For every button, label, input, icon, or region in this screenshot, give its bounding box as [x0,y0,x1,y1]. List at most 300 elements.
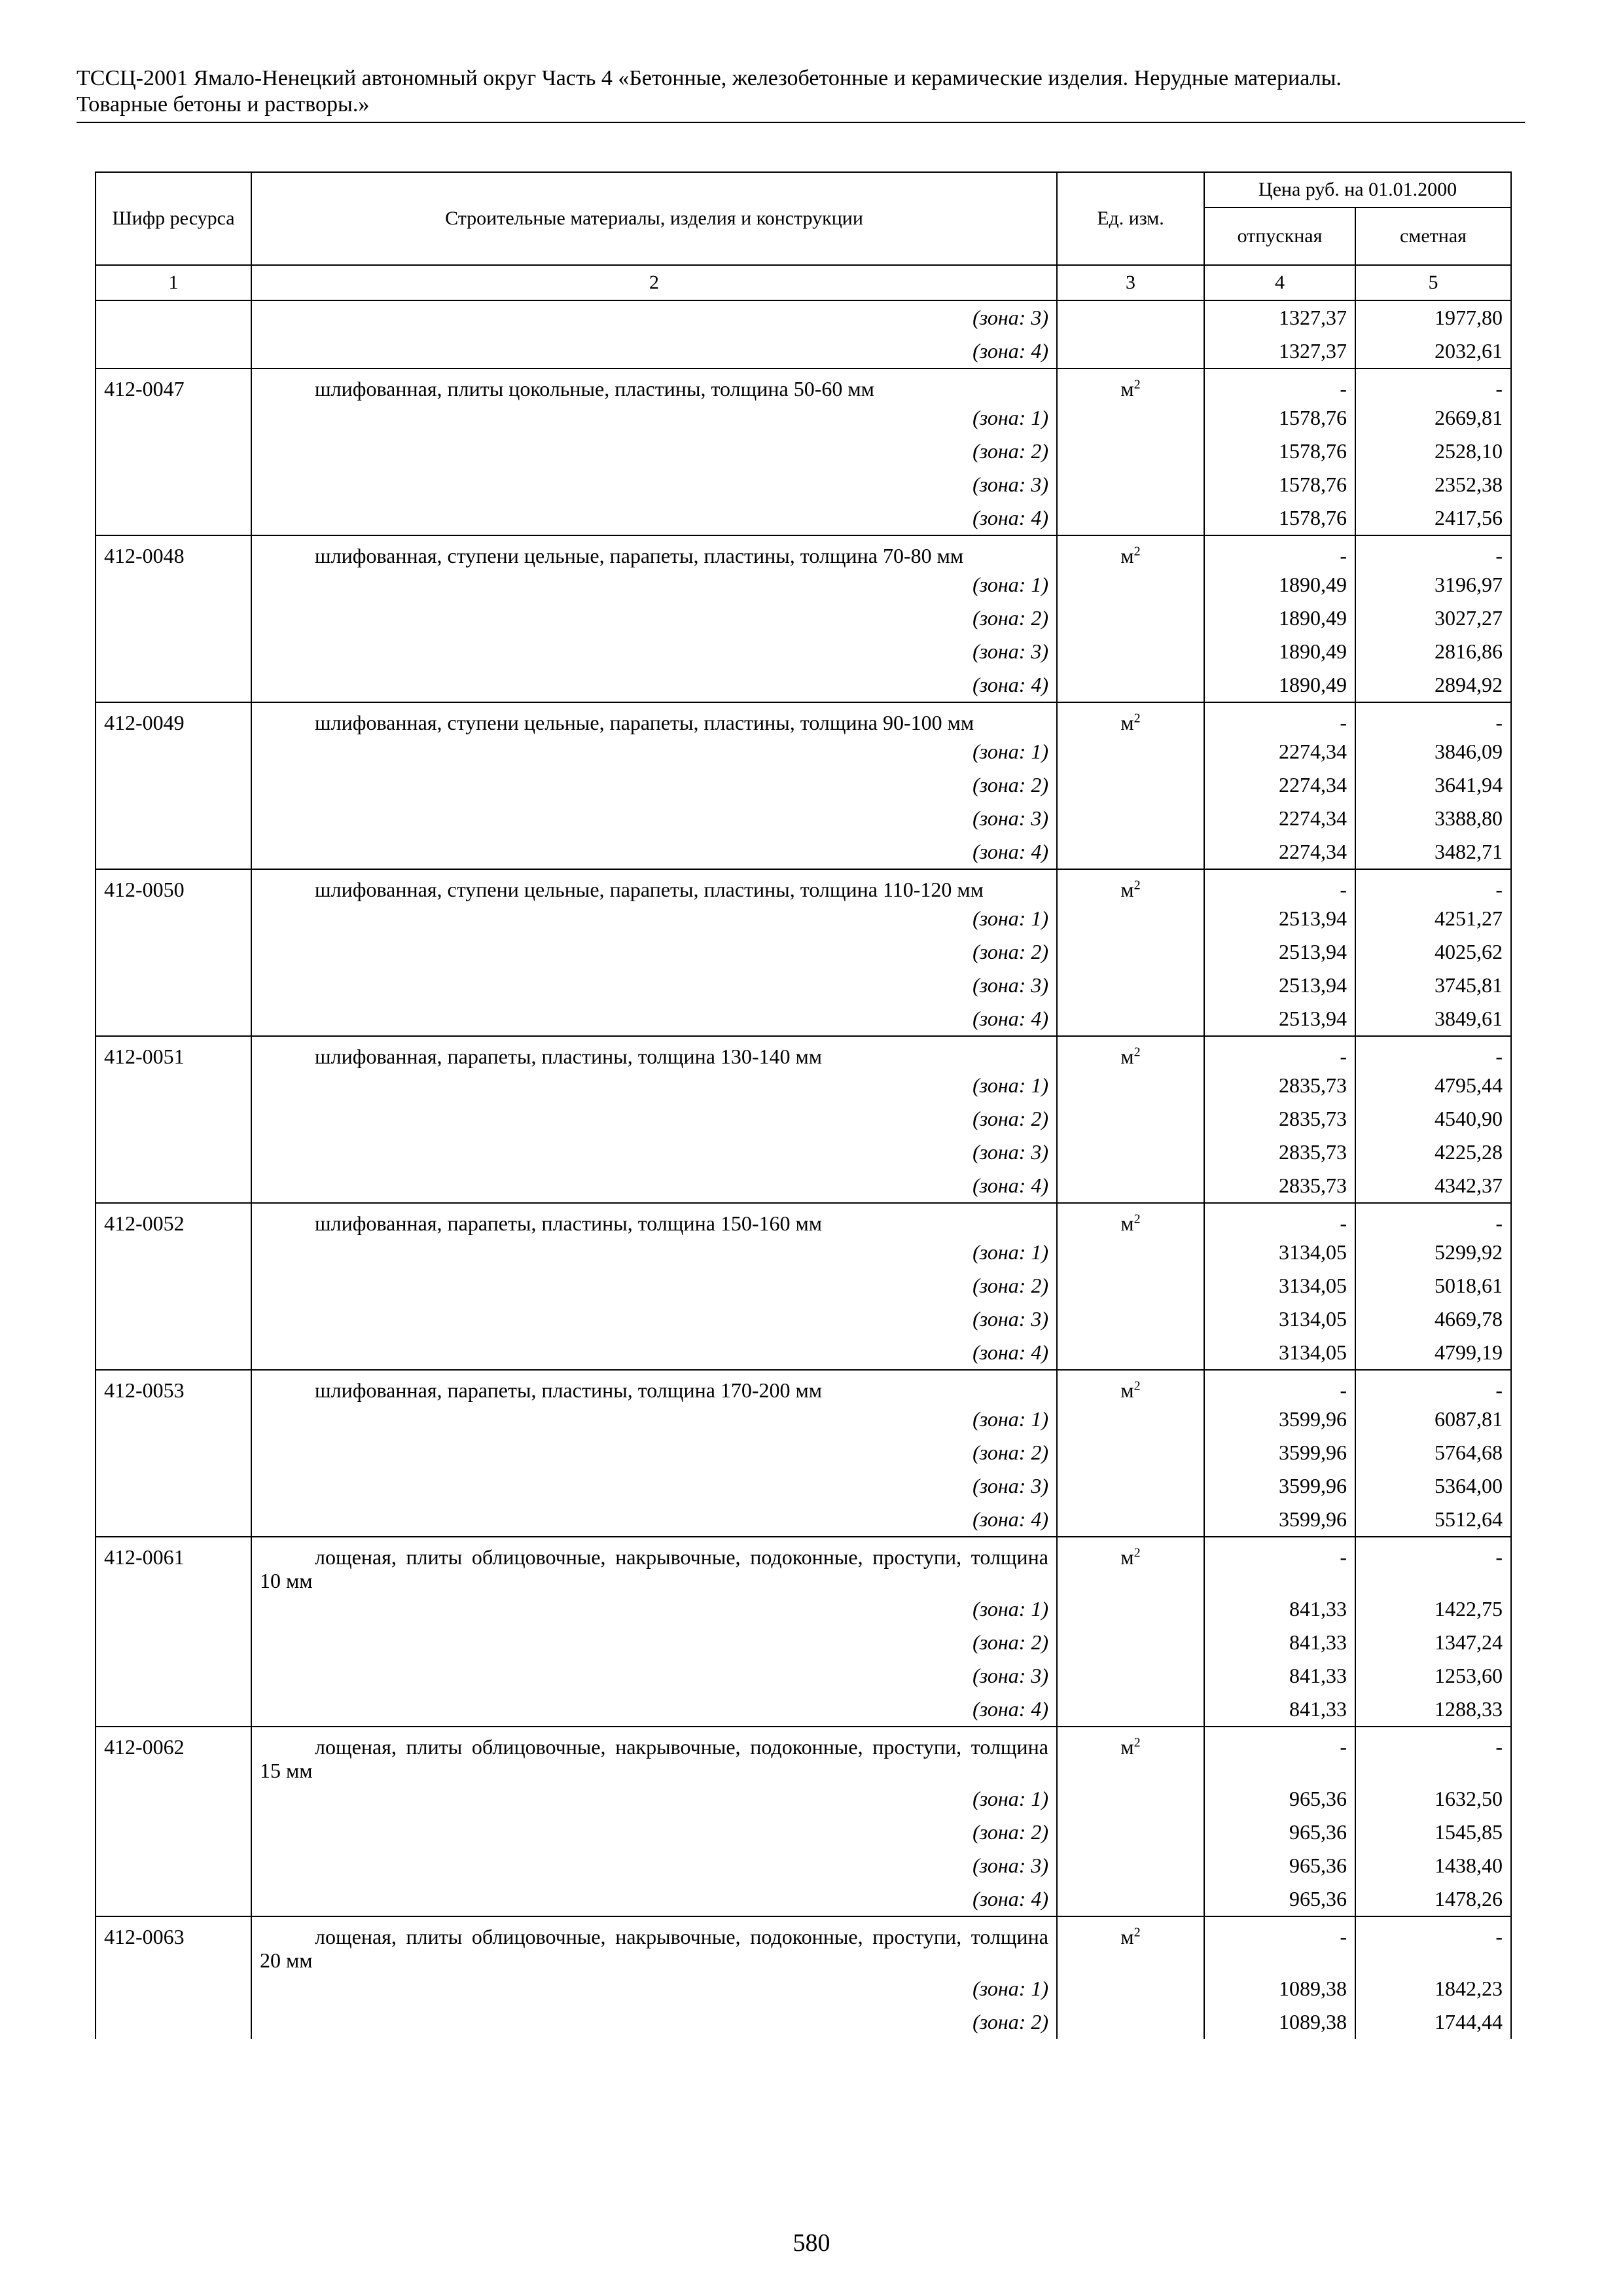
col-number-1: 1 [96,265,251,300]
zone-row [96,300,1511,334]
estimate-price: 5512,64 [1355,1503,1511,1537]
release-price: 2274,34 [1204,735,1355,768]
code-cell [96,1269,251,1302]
item-row [96,1036,1511,1069]
zone-row [96,1403,1511,1436]
unit-cell [1057,1203,1204,1236]
estimate-price: - [1355,1203,1511,1236]
zone-row [96,1069,1511,1102]
zone-row [96,1436,1511,1469]
header-rule [77,122,1525,123]
unit-label: м [1120,1925,1134,1948]
item-description-text: шлифованная, парапеты, пластины, толщина 130-140 мм [315,1045,823,1068]
release-price: 1327,37 [1204,300,1355,334]
zone-label: (зона: 3) [251,1136,1057,1169]
estimate-price: 2032,61 [1355,334,1511,368]
estimate-price: 4342,37 [1355,1169,1511,1203]
release-price: 841,33 [1204,1659,1355,1693]
zone-label: (зона: 4) [251,1336,1057,1370]
zone-label: (зона: 4) [251,501,1057,535]
unit-exponent: 2 [1133,1045,1141,1060]
code-cell [96,1882,251,1916]
zone-label: (зона: 1) [251,1972,1057,2005]
unit-exponent: 2 [1133,878,1141,893]
zone-label: (зона: 3) [251,300,1057,334]
item-description [251,1036,1057,1069]
estimate-price: 1438,40 [1355,1849,1511,1882]
zone-row [96,802,1511,835]
estimate-price: - [1355,702,1511,735]
release-price: - [1204,535,1355,568]
zone-row [96,1469,1511,1503]
release-price: 2835,73 [1204,1102,1355,1136]
zone-label: (зона: 2) [251,601,1057,635]
code-cell [96,1436,251,1469]
release-price: 841,33 [1204,1693,1355,1727]
release-price: 1890,49 [1204,601,1355,635]
zone-row [96,1102,1511,1136]
col-number-3: 3 [1057,265,1204,300]
resource-code: 412-0048 [96,535,251,568]
zone-row [96,1269,1511,1302]
unit-label: м [1120,377,1134,401]
estimate-price: 3388,80 [1355,802,1511,835]
code-cell [96,969,251,1002]
zone-row [96,1169,1511,1203]
col-header-price: Цена руб. на 01.01.2000 [1204,172,1511,207]
unit-cell [1057,702,1204,735]
item-row [96,869,1511,902]
unit-label: м [1120,711,1134,734]
unit-cell [1057,902,1204,935]
zone-row [96,735,1511,768]
zone-label: (зона: 1) [251,1236,1057,1269]
release-price: 3134,05 [1204,1236,1355,1269]
estimate-price: - [1355,1916,1511,1972]
release-price: - [1204,1203,1355,1236]
unit-cell [1057,1102,1204,1136]
release-price: 3134,05 [1204,1302,1355,1336]
zone-row [96,601,1511,635]
code-cell [96,635,251,668]
release-price: 1578,76 [1204,435,1355,468]
zone-label: (зона: 4) [251,1882,1057,1916]
release-price: 2513,94 [1204,969,1355,1002]
unit-cell [1057,1626,1204,1659]
unit-cell [1057,601,1204,635]
code-cell [96,1592,251,1626]
estimate-price: 2894,92 [1355,668,1511,702]
unit-exponent: 2 [1133,1378,1141,1393]
zone-row [96,1592,1511,1626]
unit-cell [1057,468,1204,501]
item-description [251,1537,1057,1592]
unit-cell [1057,1236,1204,1269]
unit-cell [1057,1659,1204,1693]
unit-cell [1057,1036,1204,1069]
estimate-price: - [1355,869,1511,902]
release-price: 1327,37 [1204,334,1355,368]
estimate-price: 5299,92 [1355,1236,1511,1269]
zone-label: (зона: 1) [251,735,1057,768]
release-price: 1890,49 [1204,568,1355,601]
zone-label: (зона: 1) [251,1403,1057,1436]
code-cell [96,1816,251,1849]
zone-label: (зона: 3) [251,468,1057,501]
zone-label: (зона: 1) [251,568,1057,601]
unit-cell [1057,334,1204,368]
zone-label: (зона: 3) [251,1302,1057,1336]
col-number-5: 5 [1355,265,1511,300]
estimate-price: 2417,56 [1355,501,1511,535]
zone-label: (зона: 4) [251,1693,1057,1727]
code-cell [96,1782,251,1816]
release-price: - [1204,368,1355,401]
item-description [251,869,1057,902]
release-price: 2835,73 [1204,1069,1355,1102]
zone-row [96,2005,1511,2039]
release-price: - [1204,1727,1355,1782]
release-price: 2274,34 [1204,768,1355,802]
release-price: 2513,94 [1204,902,1355,935]
resource-code: 412-0052 [96,1203,251,1236]
col-header-unit: Ед. изм. [1057,172,1204,265]
unit-cell [1057,1537,1204,1592]
unit-exponent: 2 [1133,1211,1141,1227]
code-cell [96,935,251,969]
unit-cell [1057,1336,1204,1370]
item-row [96,368,1511,401]
zone-label: (зона: 2) [251,1102,1057,1136]
unit-cell [1057,735,1204,768]
code-cell [96,468,251,501]
code-cell [96,1659,251,1693]
unit-cell [1057,1916,1204,1972]
estimate-price: 4795,44 [1355,1069,1511,1102]
estimate-price: - [1355,1537,1511,1592]
zone-label: (зона: 3) [251,1469,1057,1503]
unit-cell [1057,1436,1204,1469]
resource-code: 412-0050 [96,869,251,902]
estimate-price: 1422,75 [1355,1592,1511,1626]
item-row [96,1537,1511,1592]
unit-exponent: 2 [1133,544,1141,559]
unit-cell [1057,1882,1204,1916]
estimate-price: 5764,68 [1355,1436,1511,1469]
code-cell [96,1069,251,1102]
zone-row [96,1816,1511,1849]
estimate-price: 4225,28 [1355,1136,1511,1169]
zone-row [96,1302,1511,1336]
unit-cell [1057,1169,1204,1203]
release-price: - [1204,1916,1355,1972]
item-row [96,702,1511,735]
zone-row [96,969,1511,1002]
unit-cell [1057,535,1204,568]
unit-cell [1057,935,1204,969]
unit-label: м [1120,1735,1134,1759]
zone-row [96,668,1511,702]
item-description-text: шлифованная, плиты цокольные, пластины, толщина 50-60 мм [315,377,874,401]
code-cell [96,1302,251,1336]
code-cell [96,1503,251,1537]
item-description-text: шлифованная, ступени цельные, парапеты, пластины, толщина 110-120 мм [315,878,984,901]
zone-row [96,1626,1511,1659]
estimate-price: 4025,62 [1355,935,1511,969]
item-description-text: лощеная, плиты облицовочные, накрывочные, подоконные, проступи, толщина 10 мм [260,1545,1048,1592]
code-cell [96,1002,251,1036]
col-number-2: 2 [251,265,1057,300]
document-header [77,65,1523,118]
release-price: 3599,96 [1204,1503,1355,1537]
zone-label: (зона: 4) [251,668,1057,702]
table-body [96,300,1511,2039]
estimate-price: 1288,33 [1355,1693,1511,1727]
estimate-price: 6087,81 [1355,1403,1511,1436]
estimate-price: 3641,94 [1355,768,1511,802]
estimate-price: 1253,60 [1355,1659,1511,1693]
col-header-code: Шифр ресурса [96,172,251,265]
release-price: 3599,96 [1204,1436,1355,1469]
zone-label: (зона: 2) [251,1436,1057,1469]
zone-label: (зона: 3) [251,635,1057,668]
estimate-price: 3846,09 [1355,735,1511,768]
item-description [251,702,1057,735]
release-price: 3134,05 [1204,1336,1355,1370]
item-description-text: лощеная, плиты облицовочные, накрывочные, подоконные, проступи, толщина 20 мм [260,1925,1048,1972]
release-price: 1089,38 [1204,2005,1355,2039]
header-line-1: ТССЦ-2001 Ямало-Ненецкий автономный округ Часть 4 «Бетонные, железобетонные и керамические изделия. Нерудные материалы. [77,66,1342,90]
unit-cell [1057,1469,1204,1503]
release-price: - [1204,1537,1355,1592]
zone-label: (зона: 2) [251,435,1057,468]
code-cell [96,1972,251,2005]
item-row [96,1727,1511,1782]
release-price: 841,33 [1204,1626,1355,1659]
unit-cell [1057,1136,1204,1169]
code-cell [96,601,251,635]
zone-row [96,1503,1511,1537]
resource-code: 412-0053 [96,1370,251,1403]
release-price: 1089,38 [1204,1972,1355,2005]
zone-row [96,1882,1511,1916]
zone-label: (зона: 3) [251,802,1057,835]
estimate-price: 4251,27 [1355,902,1511,935]
zone-row [96,1002,1511,1036]
release-price: 965,36 [1204,1782,1355,1816]
code-cell [96,1236,251,1269]
unit-label: м [1120,1211,1134,1235]
code-cell [96,501,251,535]
zone-label: (зона: 4) [251,1169,1057,1203]
unit-label: м [1120,878,1134,901]
zone-label: (зона: 2) [251,935,1057,969]
item-description-text: шлифованная, ступени цельные, парапеты, пластины, толщина 90-100 мм [315,711,974,734]
unit-exponent: 2 [1133,711,1141,726]
unit-label: м [1120,1545,1134,1569]
release-price: 841,33 [1204,1592,1355,1626]
release-price: 2274,34 [1204,835,1355,869]
zone-row [96,1972,1511,2005]
release-price: 2835,73 [1204,1136,1355,1169]
unit-cell [1057,1972,1204,2005]
estimate-price: 2528,10 [1355,435,1511,468]
code-cell [96,1626,251,1659]
item-description [251,1370,1057,1403]
estimate-price: 2352,38 [1355,468,1511,501]
estimate-price: 1842,23 [1355,1972,1511,2005]
unit-cell [1057,1002,1204,1036]
zone-row [96,501,1511,535]
item-description-text: лощеная, плиты облицовочные, накрывочные, подоконные, проступи, толщина 15 мм [260,1735,1048,1782]
release-price: 965,36 [1204,1849,1355,1882]
zone-label: (зона: 1) [251,1592,1057,1626]
unit-exponent: 2 [1133,1925,1141,1940]
estimate-price: - [1355,535,1511,568]
release-price: 3599,96 [1204,1403,1355,1436]
unit-cell [1057,1849,1204,1882]
unit-cell [1057,1816,1204,1849]
zone-row [96,435,1511,468]
estimate-price: 1977,80 [1355,300,1511,334]
unit-cell [1057,1403,1204,1436]
unit-cell [1057,1302,1204,1336]
resource-code: 412-0051 [96,1036,251,1069]
estimate-price: 2669,81 [1355,401,1511,435]
zone-label: (зона: 2) [251,1626,1057,1659]
unit-cell [1057,568,1204,601]
release-price: 1578,76 [1204,468,1355,501]
unit-cell [1057,635,1204,668]
release-price: 2835,73 [1204,1169,1355,1203]
release-price: 2513,94 [1204,1002,1355,1036]
col-header-release: отпускная [1204,207,1355,265]
unit-cell [1057,435,1204,468]
code-cell [96,1469,251,1503]
zone-row [96,1659,1511,1693]
estimate-price: 3745,81 [1355,969,1511,1002]
item-row [96,1203,1511,1236]
estimate-price: 1545,85 [1355,1816,1511,1849]
estimate-price: 5364,00 [1355,1469,1511,1503]
code-cell [96,668,251,702]
unit-cell [1057,1592,1204,1626]
item-row [96,535,1511,568]
col-header-estimate: сметная [1355,207,1511,265]
code-cell [96,401,251,435]
unit-label: м [1120,544,1134,567]
release-price: 965,36 [1204,1816,1355,1849]
code-cell [96,568,251,601]
estimate-price: - [1355,368,1511,401]
code-cell [96,2005,251,2039]
estimate-price: - [1355,1370,1511,1403]
zone-label: (зона: 2) [251,768,1057,802]
unit-cell [1057,1693,1204,1727]
zone-label: (зона: 2) [251,1269,1057,1302]
unit-exponent: 2 [1133,377,1141,392]
zone-label: (зона: 1) [251,401,1057,435]
item-row [96,1916,1511,1972]
header-line-2: Товарные бетоны и растворы.» [77,92,370,117]
item-description-text: шлифованная, парапеты, пластины, толщина 170-200 мм [315,1378,823,1402]
item-description-text: шлифованная, ступени цельные, парапеты, пластины, толщина 70-80 мм [315,544,964,567]
unit-cell [1057,1782,1204,1816]
unit-cell [1057,802,1204,835]
code-cell [96,435,251,468]
code-cell [96,300,251,334]
release-price: 1578,76 [1204,501,1355,535]
code-cell [96,735,251,768]
code-cell [96,1102,251,1136]
zone-row [96,1336,1511,1370]
zone-label: (зона: 1) [251,1782,1057,1816]
zone-row [96,1236,1511,1269]
unit-exponent: 2 [1133,1735,1141,1750]
resource-code: 412-0061 [96,1537,251,1592]
unit-cell [1057,768,1204,802]
unit-cell [1057,1069,1204,1102]
unit-cell [1057,2005,1204,2039]
code-cell [96,1336,251,1370]
price-table [95,171,1512,2039]
unit-cell [1057,969,1204,1002]
resource-code: 412-0062 [96,1727,251,1782]
estimate-price: 4799,19 [1355,1336,1511,1370]
zone-label: (зона: 3) [251,969,1057,1002]
item-row [96,1370,1511,1403]
resource-code: 412-0047 [96,368,251,401]
estimate-price: 2816,86 [1355,635,1511,668]
resource-code: 412-0063 [96,1916,251,1972]
estimate-price: 4669,78 [1355,1302,1511,1336]
estimate-price: 1347,24 [1355,1626,1511,1659]
item-description [251,368,1057,401]
item-description [251,1916,1057,1972]
item-description-text: шлифованная, парапеты, пластины, толщина 150-160 мм [315,1211,823,1235]
zone-row [96,635,1511,668]
release-price: 1890,49 [1204,668,1355,702]
zone-row [96,1693,1511,1727]
zone-label: (зона: 4) [251,1503,1057,1537]
col-header-description: Строительные материалы, изделия и конструкции [251,172,1057,265]
zone-label: (зона: 4) [251,835,1057,869]
zone-label: (зона: 2) [251,1816,1057,1849]
unit-exponent: 2 [1133,1545,1141,1560]
item-description [251,1203,1057,1236]
release-price: 1578,76 [1204,401,1355,435]
zone-label: (зона: 3) [251,1659,1057,1693]
code-cell [96,902,251,935]
zone-row [96,1849,1511,1882]
estimate-price: 1744,44 [1355,2005,1511,2039]
zone-row [96,568,1511,601]
code-cell [96,334,251,368]
release-price: - [1204,1036,1355,1069]
page-number: 580 [793,2229,830,2257]
unit-cell [1057,300,1204,334]
release-price: - [1204,869,1355,902]
estimate-price: 3027,27 [1355,601,1511,635]
code-cell [96,1403,251,1436]
release-price: - [1204,1370,1355,1403]
estimate-price: 3849,61 [1355,1002,1511,1036]
code-cell [96,1169,251,1203]
zone-label: (зона: 4) [251,1002,1057,1036]
zone-row [96,768,1511,802]
zone-row [96,835,1511,869]
zone-row [96,1782,1511,1816]
